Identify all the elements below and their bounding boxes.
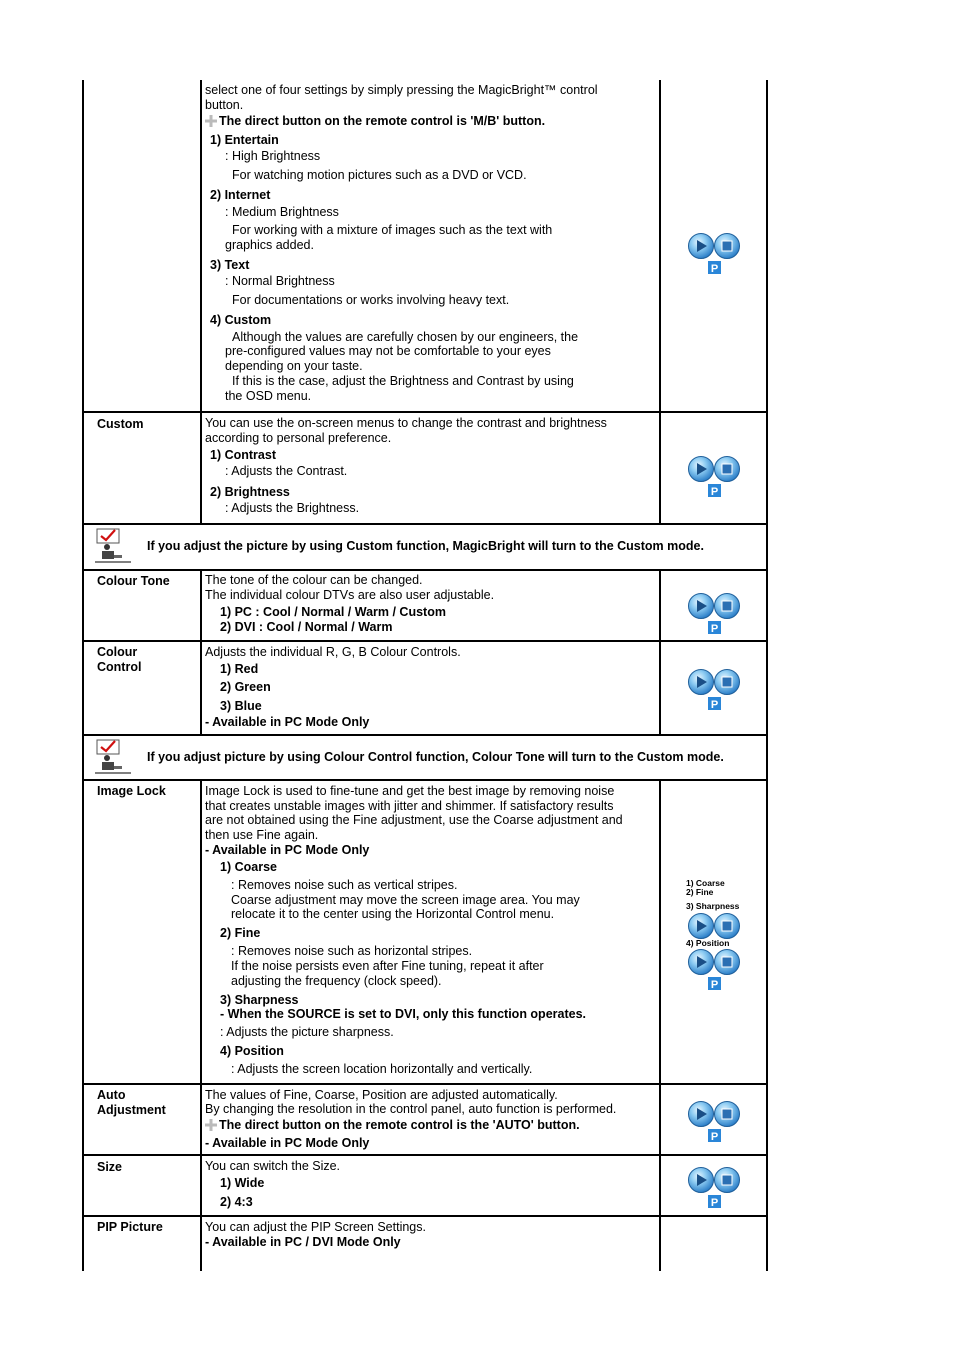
remote-buttons-icon[interactable] — [687, 668, 743, 714]
colour-tone-dvi: 2) DVI : Cool / Normal / Warm — [220, 620, 393, 634]
row-divider — [82, 734, 768, 736]
availability-note: - Available in PC Mode Only — [205, 843, 370, 857]
brightness-title: 2) Brightness — [210, 485, 290, 499]
row-divider — [82, 411, 768, 413]
fine-desc: : Removes noise such as horizontal stripes. — [231, 944, 473, 958]
sharpness-title: 3) Sharpness — [220, 993, 299, 1007]
row-label-colour-control: Control — [97, 660, 142, 674]
remote-buttons-icon[interactable] — [687, 912, 743, 940]
note-text: If you adjust picture by using Colour Control function, Colour Tone will turn to the Custom mode. — [147, 750, 724, 764]
position-desc: : Adjusts the screen location horizontally and vertically. — [231, 1062, 533, 1076]
size-four-three: 2) 4:3 — [220, 1195, 253, 1209]
row-label-colour-tone: Colour Tone — [97, 574, 170, 588]
colour-green: 2) Green — [220, 680, 271, 694]
row-divider — [82, 779, 768, 781]
plus-bullet-icon — [205, 1119, 217, 1131]
table-right-border — [766, 80, 768, 1271]
magicbright-intro: button. — [205, 98, 244, 112]
entertain-desc: For watching motion pictures such as a DVD or VCD. — [232, 168, 527, 182]
coarse-desc: : Removes noise such as vertical stripes. — [231, 878, 458, 892]
coarse-desc: Coarse adjustment may move the screen image area. You may — [231, 893, 580, 907]
table-column-divider-1 — [200, 780, 202, 1271]
brightness-desc: : Adjusts the Brightness. — [225, 501, 360, 515]
pip-picture-desc: You can adjust the PIP Screen Settings. — [205, 1220, 426, 1234]
contrast-title: 1) Contrast — [210, 448, 276, 462]
remote-buttons-icon[interactable] — [687, 592, 743, 638]
custom-mode-desc: Although the values are carefully chosen by our engineers, the — [232, 330, 579, 344]
auto-adjustment-desc: By changing the resolution in the control panel, auto function is performed. — [205, 1102, 617, 1116]
side-label-sharpness: 3) Sharpness — [686, 901, 740, 911]
fine-desc: If the noise persists even after Fine tuning, repeat it after — [231, 959, 544, 973]
magicbright-direct-note: The direct button on the remote control is 'M/B' button. — [205, 114, 545, 129]
entertain-level: : High Brightness — [225, 149, 321, 163]
row-divider — [82, 1215, 768, 1217]
magicbright-intro: select one of four settings by simply pressing the MagicBright™ control — [205, 83, 598, 97]
custom-mode-desc: depending on your taste. — [225, 359, 363, 373]
row-divider — [82, 1154, 768, 1156]
custom-mode-desc: pre-configured values may not be comfortable to your eyes — [225, 344, 551, 358]
text-desc: For documentations or works involving heavy text. — [232, 293, 510, 307]
remote-buttons-icon[interactable] — [687, 948, 743, 994]
internet-desc: For working with a mixture of images such as the text with — [232, 223, 553, 237]
remote-buttons-icon[interactable] — [687, 1100, 743, 1146]
row-divider — [82, 1083, 768, 1085]
entertain-title: 1) Entertain — [210, 133, 279, 147]
text-title: 3) Text — [210, 258, 250, 272]
remote-buttons-icon[interactable] — [687, 232, 743, 278]
row-label-image-lock: Image Lock — [97, 784, 166, 798]
remote-buttons-icon[interactable] — [687, 1166, 743, 1212]
table-column-divider-1 — [200, 570, 202, 736]
table-column-divider-2 — [659, 80, 661, 524]
side-label-fine: 2) Fine — [686, 887, 714, 897]
colour-tone-desc: The individual colour DTVs are also user adjustable. — [205, 588, 495, 602]
row-label-auto-adjustment: Auto — [97, 1088, 126, 1102]
coarse-title: 1) Coarse — [220, 860, 277, 874]
fine-title: 2) Fine — [220, 926, 261, 940]
size-desc: You can switch the Size. — [205, 1159, 341, 1173]
row-divider — [82, 569, 768, 571]
text-level: : Normal Brightness — [225, 274, 335, 288]
remote-buttons-icon[interactable] — [687, 455, 743, 501]
row-label-colour-control: Colour — [97, 645, 138, 659]
checkmark-note-icon — [95, 739, 131, 775]
side-label-coarse: 1) Coarse — [686, 878, 725, 888]
size-wide: 1) Wide — [220, 1176, 265, 1190]
table-column-divider-2 — [659, 780, 661, 1271]
availability-note: - Available in PC Mode Only — [205, 715, 370, 729]
contrast-desc: : Adjusts the Contrast. — [225, 464, 348, 478]
table-left-border — [82, 80, 84, 1271]
row-divider — [82, 640, 768, 642]
custom-mode-desc: the OSD menu. — [225, 389, 312, 403]
image-lock-desc: Image Lock is used to fine-tune and get the best image by removing noise — [205, 784, 615, 798]
custom-mode-title: 4) Custom — [210, 313, 272, 327]
plus-bullet-icon — [205, 115, 217, 127]
colour-tone-desc: The tone of the colour can be changed. — [205, 573, 423, 587]
row-label-auto-adjustment: Adjustment — [97, 1103, 166, 1117]
colour-control-desc: Adjusts the individual R, G, B Colour Controls. — [205, 645, 461, 659]
row-label-pip-picture: PIP Picture — [97, 1220, 163, 1234]
internet-title: 2) Internet — [210, 188, 271, 202]
image-lock-desc: are not obtained using the Fine adjustment, use the Coarse adjustment and — [205, 813, 623, 827]
image-lock-desc: that creates unstable images with jitter and shimmer. If satisfactory results — [205, 799, 614, 813]
table-column-divider-2 — [659, 570, 661, 736]
custom-desc: according to personal preference. — [205, 431, 392, 445]
availability-note: - Available in PC / DVI Mode Only — [205, 1235, 401, 1249]
auto-adjustment-desc: The values of Fine, Coarse, Position are adjusted automatically. — [205, 1088, 558, 1102]
colour-blue: 3) Blue — [220, 699, 262, 713]
custom-desc: You can use the on-screen menus to change the contrast and brightness — [205, 416, 607, 430]
note-text: If you adjust the picture by using Custom function, MagicBright will turn to the Custom mode. — [147, 539, 704, 553]
internet-level: : Medium Brightness — [225, 205, 339, 219]
row-label-custom: Custom — [97, 417, 144, 431]
row-label-size: Size — [97, 1160, 123, 1174]
table-column-divider-1 — [200, 80, 202, 524]
row-divider — [82, 523, 768, 525]
side-label-position: 4) Position — [686, 938, 730, 948]
coarse-desc: relocate it to the center using the Horizontal Control menu. — [231, 907, 555, 921]
image-lock-desc: then use Fine again. — [205, 828, 319, 842]
availability-note: - Available in PC Mode Only — [205, 1136, 370, 1150]
colour-tone-pc: 1) PC : Cool / Normal / Warm / Custom — [220, 605, 446, 619]
sharpness-desc: : Adjusts the picture sharpness. — [220, 1025, 394, 1039]
colour-red: 1) Red — [220, 662, 259, 676]
internet-desc: graphics added. — [225, 238, 314, 252]
auto-direct-note: The direct button on the remote control is the 'AUTO' button. — [205, 1118, 580, 1133]
custom-mode-desc: If this is the case, adjust the Brightness and Contrast by using — [232, 374, 574, 388]
sharpness-dvi-note: - When the SOURCE is set to DVI, only this function operates. — [220, 1007, 587, 1021]
position-title: 4) Position — [220, 1044, 284, 1058]
fine-desc: adjusting the frequency (clock speed). — [231, 974, 442, 988]
checkmark-note-icon — [95, 528, 131, 564]
